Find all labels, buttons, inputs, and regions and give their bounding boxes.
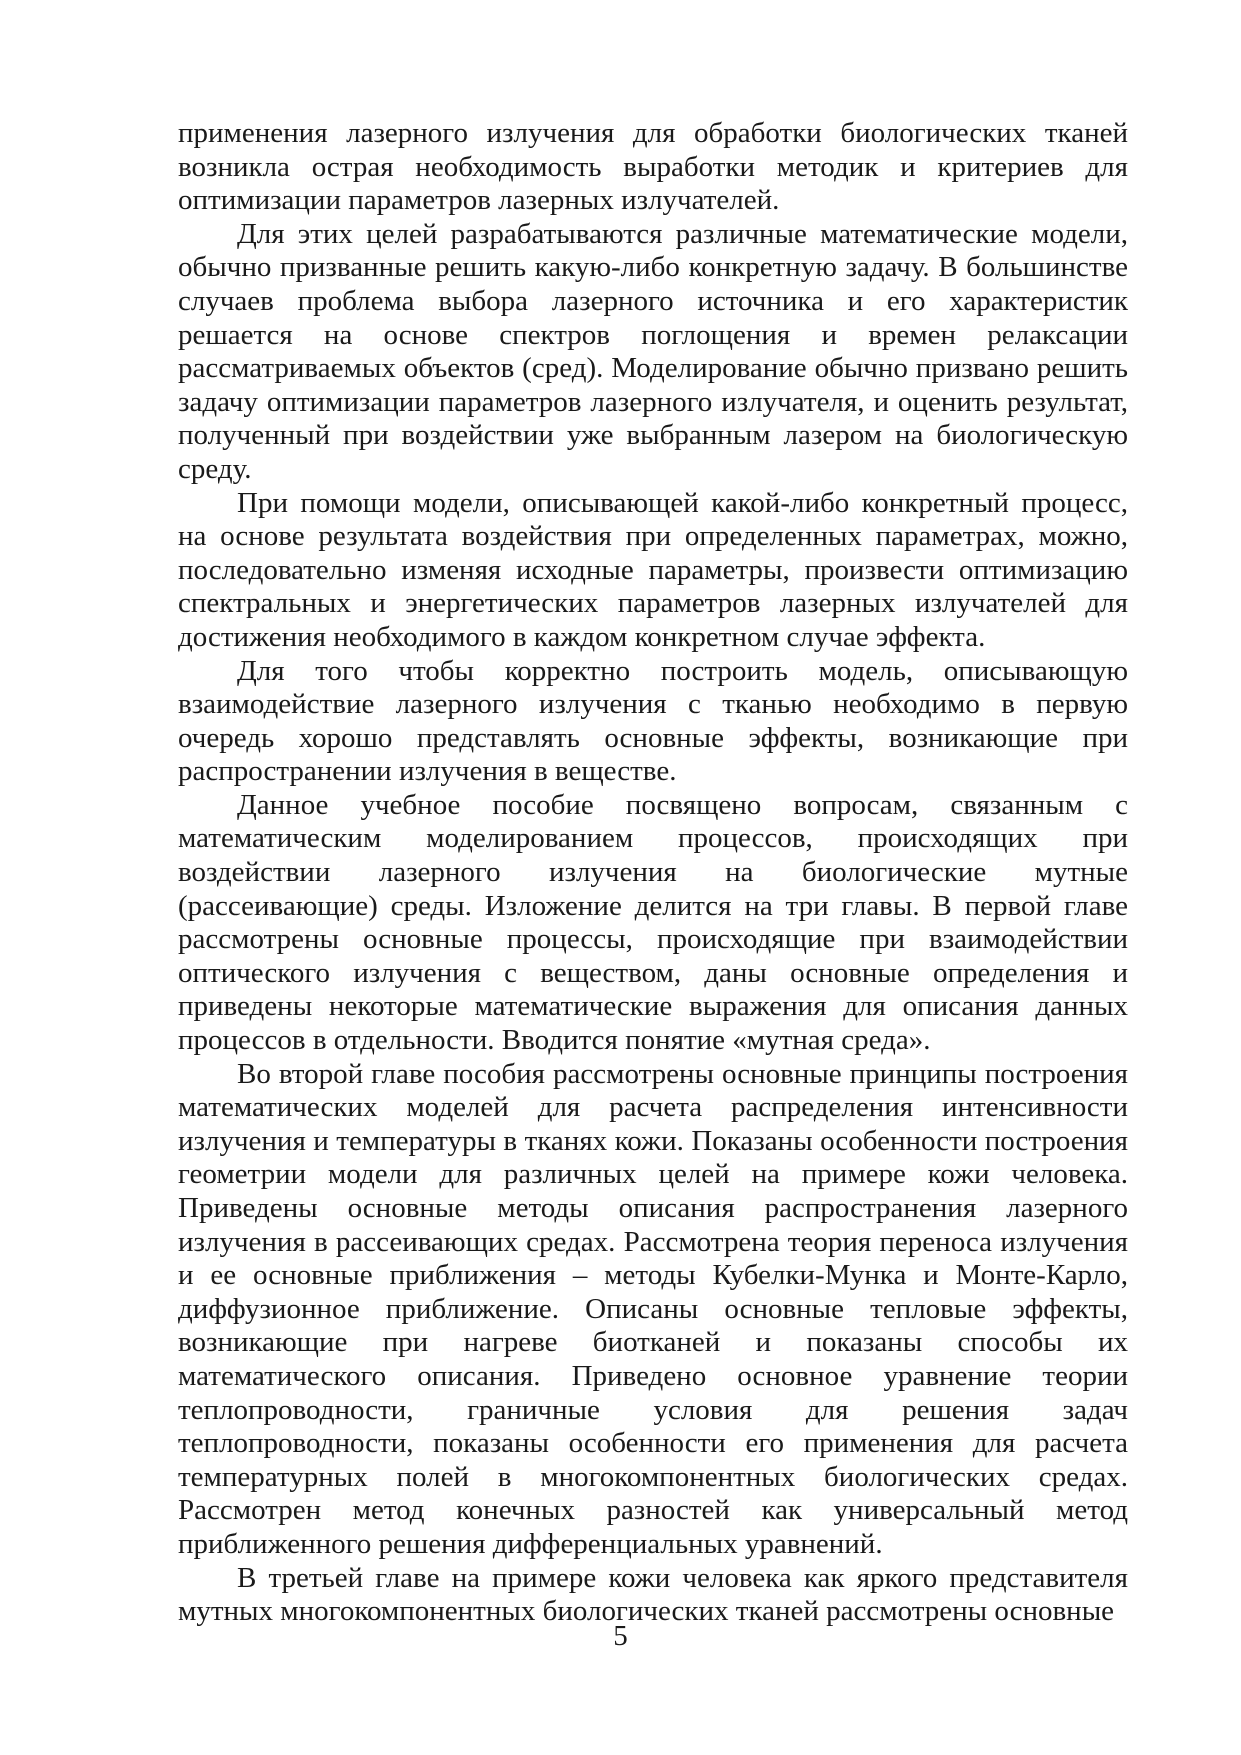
paragraph-optimization: При помощи модели, описывающей какой-либо конкретный процесс, на основе результата воздействия при определенных параметрах, можно, последовательно изменяя исходные параметры, произвести оптимизацию спектральных и энергетических параметров лазерных излучателей для достижения необходимого в каждом конкретном случае эффекта. [178, 486, 1128, 653]
paragraph-models-purpose: Для этих целей разрабатываются различные математические модели, обычно призванные решить какую-либо конкретную задачу. В большинстве случаев проблема выбора лазерного источника и его характеристик решается на основе спектров поглощения и времен релаксации рассматриваемых объектов (сред). Моделирование обычно призвано решить задачу оптимизации параметров лазерного излучателя, и оценить результат, полученный при воздействии уже выбранным лазером на биологическую среду. [178, 217, 1128, 485]
paragraph-continuation: применения лазерного излучения для обработки биологических тканей возникла острая необходимость выработки методик и критериев для оптимизации параметров лазерных излучателей. [178, 117, 1128, 217]
paragraph-effects: Для того чтобы корректно построить модель, описывающую взаимодействие лазерного излучения с тканью необходимо в первую очередь хорошо представлять основные эффекты, возникающие при распространении излучения в веществе. [178, 654, 1128, 788]
body-text [178, 117, 1128, 1629]
paragraph-chapter-one: Данное учебное пособие посвящено вопросам, связанным с математическим моделированием процессов, происходящих при воздействии лазерного излучения на биологические мутные (рассеивающие) среды. Изложение делится на три главы. В первой главе рассмотрены основные процессы, происходящие при взаимодействии оптического излучения с веществом, даны основные определения и приведены некоторые математические выражения для описания данных процессов в отдельности. Вводится понятие «мутная среда». [178, 788, 1128, 1057]
page-number: 5 [613, 1620, 628, 1652]
paragraph-chapter-three: В третьей главе на примере кожи человека как яркого представителя мутных многокомпонентных биологических тканей рассмотрены основные [178, 1561, 1128, 1628]
paragraph-chapter-two: Во второй главе пособия рассмотрены основные принципы построения математических моделей для расчета распределения интенсивности излучения и температуры в тканях кожи. Показаны особенности построения геометрии модели для различных целей на примере кожи человека. Приведены основные методы описания распространения лазерного излучения в рассеивающих средах. Рассмотрена теория переноса излучения и ее основные приближения – методы Кубелки-Мунка и Монте-Карло, диффузионное приближение. Описаны основные тепловые эффекты, возникающие при нагреве биотканей и показаны способы их математического описания. Приведено основное уравнение теории теплопроводности, граничные условия для решения задач теплопроводности, показаны особенности его применения для расчета температурных полей в многокомпонентных биологических средах. Рассмотрен метод конечных разностей как универсальный метод приближенного решения дифференциальных уравнений. [178, 1057, 1128, 1560]
